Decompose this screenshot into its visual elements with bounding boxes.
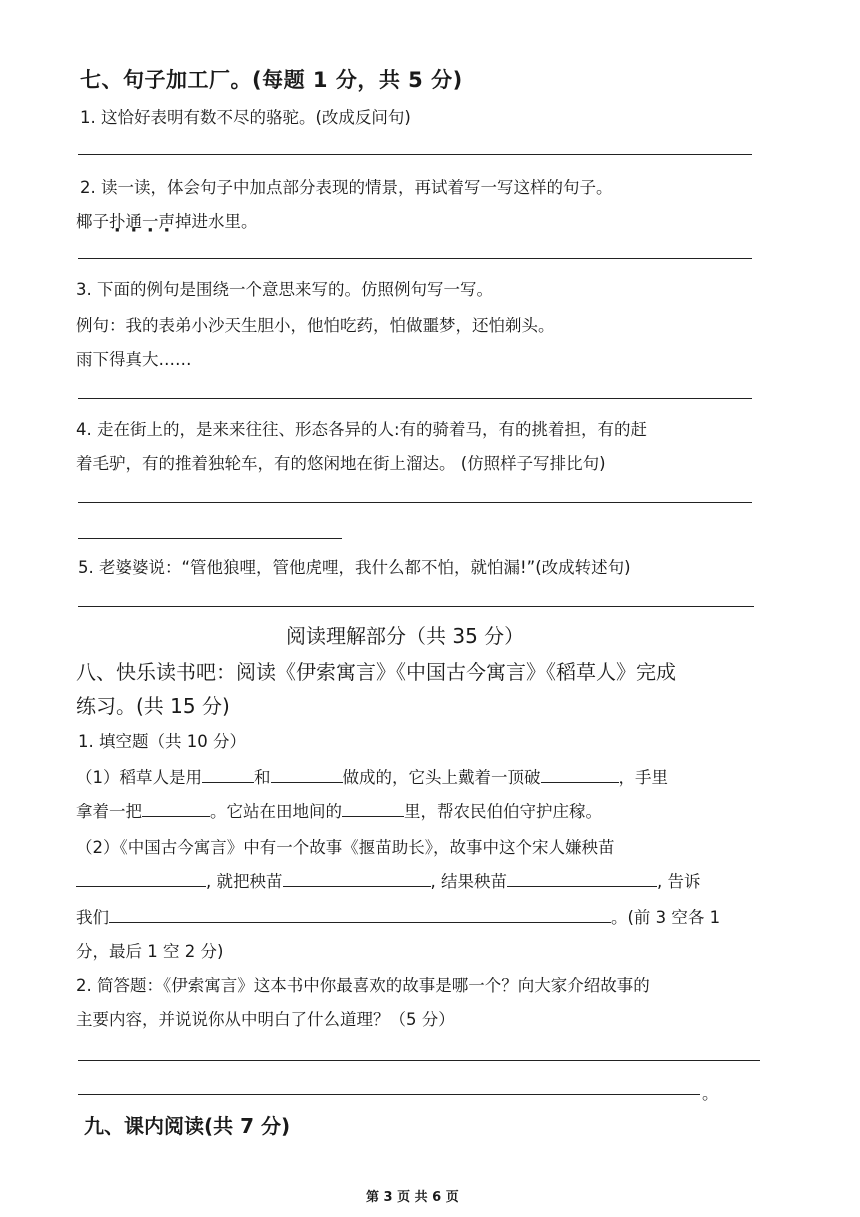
fill-blank-1-line2: 拿着一把 。它站在田地间的 里，帮农民伯伯守护庄稼。 [76, 798, 602, 822]
answer-line-7-4b[interactable] [78, 538, 342, 539]
page-footer: 第 3 页 共 6 页 [366, 1190, 459, 1205]
blank-1d[interactable] [142, 798, 210, 817]
question-7-4-line2: 着毛驴，有的推着独轮车，有的悠闲地在街上溜达。 (仿照样子写排比句) [76, 454, 606, 473]
section-8-title-line2: 练习。(共 15 分) [76, 694, 230, 718]
blank-2c[interactable] [507, 868, 657, 887]
fill-blank-2-line3: 我们 。(前 3 空各 1 [76, 904, 720, 928]
blank-1a[interactable] [202, 764, 254, 783]
question-7-2-sentence: 椰子扑通一声掉进水里。 [76, 208, 258, 232]
fill-blank-2-line2: , 就把秧苗 , 结果秧苗 , 告诉 [76, 868, 701, 892]
question-7-3-prompt: 雨下得真大…… [76, 350, 192, 369]
reading-section-header: 阅读理解部分（共 35 分） [286, 624, 525, 648]
question-7-5: 5. 老婆婆说：“管他狼哩，管他虎哩，我什么都不怕，就怕漏!”(改成转述句) [78, 558, 631, 577]
answer-line-7-5[interactable] [78, 606, 754, 607]
dotted-char: 扑 [109, 212, 126, 231]
short-answer-line2: 主要内容，并说说你从中明白了什么道理？（5 分） [76, 1010, 455, 1029]
answer-line-7-3[interactable] [78, 398, 752, 399]
answer-line-8-2b[interactable] [78, 1094, 700, 1095]
question-7-3-example: 例句：我的表弟小沙天生胆小，他怕吃药，怕做噩梦，还怕剃头。 [76, 316, 555, 335]
question-7-1: 1. 这恰好表明有数不尽的骆驼。(改成反问句) [80, 108, 411, 127]
blank-1c[interactable] [541, 764, 619, 783]
question-7-3: 3. 下面的例句是围绕一个意思来写的。仿照例句写一写。 [76, 280, 493, 299]
fill-blank-2-line1: （2）《中国古今寓言》中有一个故事《揠苗助长》，故事中这个宋人嫌秧苗 [76, 838, 615, 857]
answer-line-7-1[interactable] [78, 154, 752, 155]
section-8-title-line1: 八、快乐读书吧：阅读《伊索寓言》《中国古今寓言》《稻草人》完成 [76, 660, 676, 684]
blank-1b[interactable] [271, 764, 343, 783]
short-answer-line1: 2. 简答题：《伊索寓言》这本书中你最喜欢的故事是哪一个？向大家介绍故事的 [76, 976, 650, 995]
dotted-char: 通 [125, 212, 142, 231]
section-7-title: 七、句子加工厂。(每题 1 分，共 5 分) [80, 68, 463, 92]
answer-line-8-2a[interactable] [78, 1060, 760, 1061]
answer-line-7-2[interactable] [78, 258, 752, 259]
blank-2b[interactable] [283, 868, 431, 887]
fill-blank-1-line1: （1）稻草人是用 和 做成的，它头上戴着一顶破 ，手里 [76, 764, 668, 788]
fill-blank-2-line4: 分，最后 1 空 2 分) [76, 942, 224, 961]
answer-line-7-4a[interactable] [78, 502, 752, 503]
end-period: 。 [702, 1084, 719, 1103]
dotted-char: 声 [158, 212, 175, 231]
blank-2a[interactable] [76, 868, 206, 887]
blank-2d[interactable] [109, 904, 611, 923]
section-9-title: 九、课内阅读(共 7 分) [84, 1114, 291, 1138]
blank-1e[interactable] [342, 798, 404, 817]
fill-blank-title: 1. 填空题（共 10 分） [78, 732, 246, 751]
dotted-char: 一 [142, 212, 159, 231]
question-7-2: 2. 读一读，体会句子中加点部分表现的情景，再试着写一写这样的句子。 [80, 178, 613, 197]
question-7-4-line1: 4. 走在街上的，是来来往往、形态各异的人:有的骑着马，有的挑着担，有的赶 [76, 420, 648, 439]
